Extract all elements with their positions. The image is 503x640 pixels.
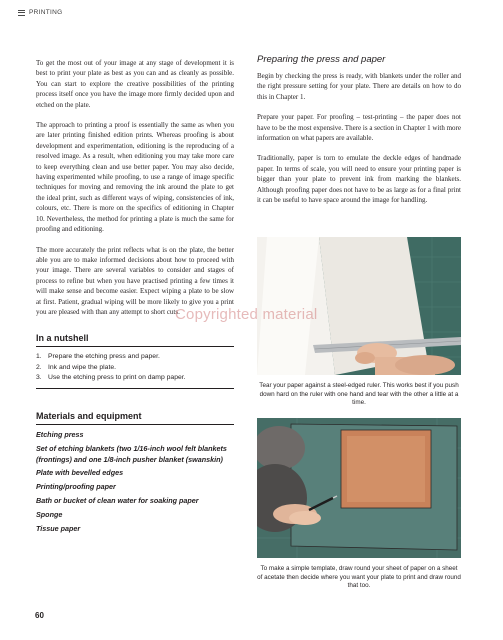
- right-column: [257, 54, 461, 215]
- materials-heading: Materials and equipment: [36, 411, 234, 425]
- template-drawing-photo: [257, 418, 461, 558]
- list-item: Sponge: [36, 509, 63, 519]
- list-item: Bath or bucket of clean water for soaking paper: [36, 495, 199, 505]
- press-paragraph: Begin by checking the press is ready, with blankets under the roller and the right pressure setting for your plate. There are details on how to do this in Chapter 1.: [257, 72, 461, 101]
- chapter-label: PRINTING: [29, 9, 63, 16]
- list-item: Printing/proofing paper: [36, 482, 116, 492]
- section-title: Preparing the press and paper: [257, 54, 386, 65]
- tearing-caption: Tear your paper against a steel-edged ruler. This works best if you push down hard on the ruler with one hand and tear with the other a little at a time.: [259, 382, 459, 407]
- intro-paragraph: To get the most out of your image at any stage of development it is best to print your plate as best as you can and as cleanly as possible. You can start to explore the creative possibilities of the printing process itself once you have the image more firmly decided upon and etched on the plate.: [36, 59, 234, 109]
- list-item: Plate with bevelled edges: [36, 468, 124, 478]
- nutshell-heading: In a nutshell: [36, 333, 234, 347]
- nutshell-box: [36, 333, 234, 389]
- left-column: [36, 58, 234, 537]
- materials-list: [36, 430, 234, 534]
- list-item: Etching press: [36, 429, 84, 439]
- proofing-paragraph: The approach to printing a proof is essentially the same as when you are later printing finished edition prints. Whereas proofing is about development and experimentation, editioning is the reproducing of a resolved image. As a result, when editioning you may take more care to keep everything clean and use better paper. You may also decide, having experimented while proofing, to use a range of image specific techniques for moving and removing the ink around the plate to get the ideal print, such as different ways of wiping, consistencies of ink, colours, etc. There is more on the specifics of editioning in Chapter 10. Nevertheless, the method for printing a plate is much the same for proofing and editioning.: [36, 121, 234, 234]
- copyright-watermark: Copyrighted material: [175, 306, 318, 323]
- nutshell-divider: [36, 388, 234, 389]
- materials-box: [36, 411, 234, 534]
- running-header: [18, 9, 62, 16]
- list-item: Set of etching blankets (two 1/16-inch wool felt blankets (frontings) and one 1/8-inch pusher blanket (swanskin): [36, 443, 227, 464]
- menu-lines-icon: [18, 10, 25, 16]
- accuracy-paragraph: The more accurately the print reflects what is on the plate, the better able you are to make informed decisions about how to proceed with your image. There are several variables to consider and stages of process to refine but when you have practised printing a few times it will make sense and become easier. Expect wiping a plate to be slow at first. Patient, gradual wiping will be more likely to give you a print you are pleased with than any attempt to short cuts.: [36, 245, 234, 316]
- template-caption: To make a simple template, draw round your sheet of paper on a sheet of acetate then decide where you want your plate to print and draw round that too.: [257, 565, 461, 590]
- nutshell-list: [36, 352, 234, 383]
- list-item: Tissue paper: [36, 523, 81, 533]
- paper-paragraph: Prepare your paper. For proofing – test-printing – the paper does not have to be the most expensive. There is a section in Chapter 1 with more information on what papers are available.: [257, 113, 461, 143]
- list-item: 2. Ink and wipe the plate.: [36, 363, 117, 371]
- tearing-paragraph: Traditionally, paper is torn to emulate the deckle edges of handmade paper. In terms of scale, you will need to ensure your printing paper is bigger than your plate to prevent ink from marking the blankets. Although proofing paper does not have to be as large as for a final print it can be useful to have space around the image for handling.: [257, 154, 461, 205]
- list-item: 3. Use the etching press to print on damp paper.: [36, 373, 186, 381]
- list-item: 1. Prepare the etching press and paper.: [36, 353, 160, 361]
- page-number: 60: [35, 611, 44, 620]
